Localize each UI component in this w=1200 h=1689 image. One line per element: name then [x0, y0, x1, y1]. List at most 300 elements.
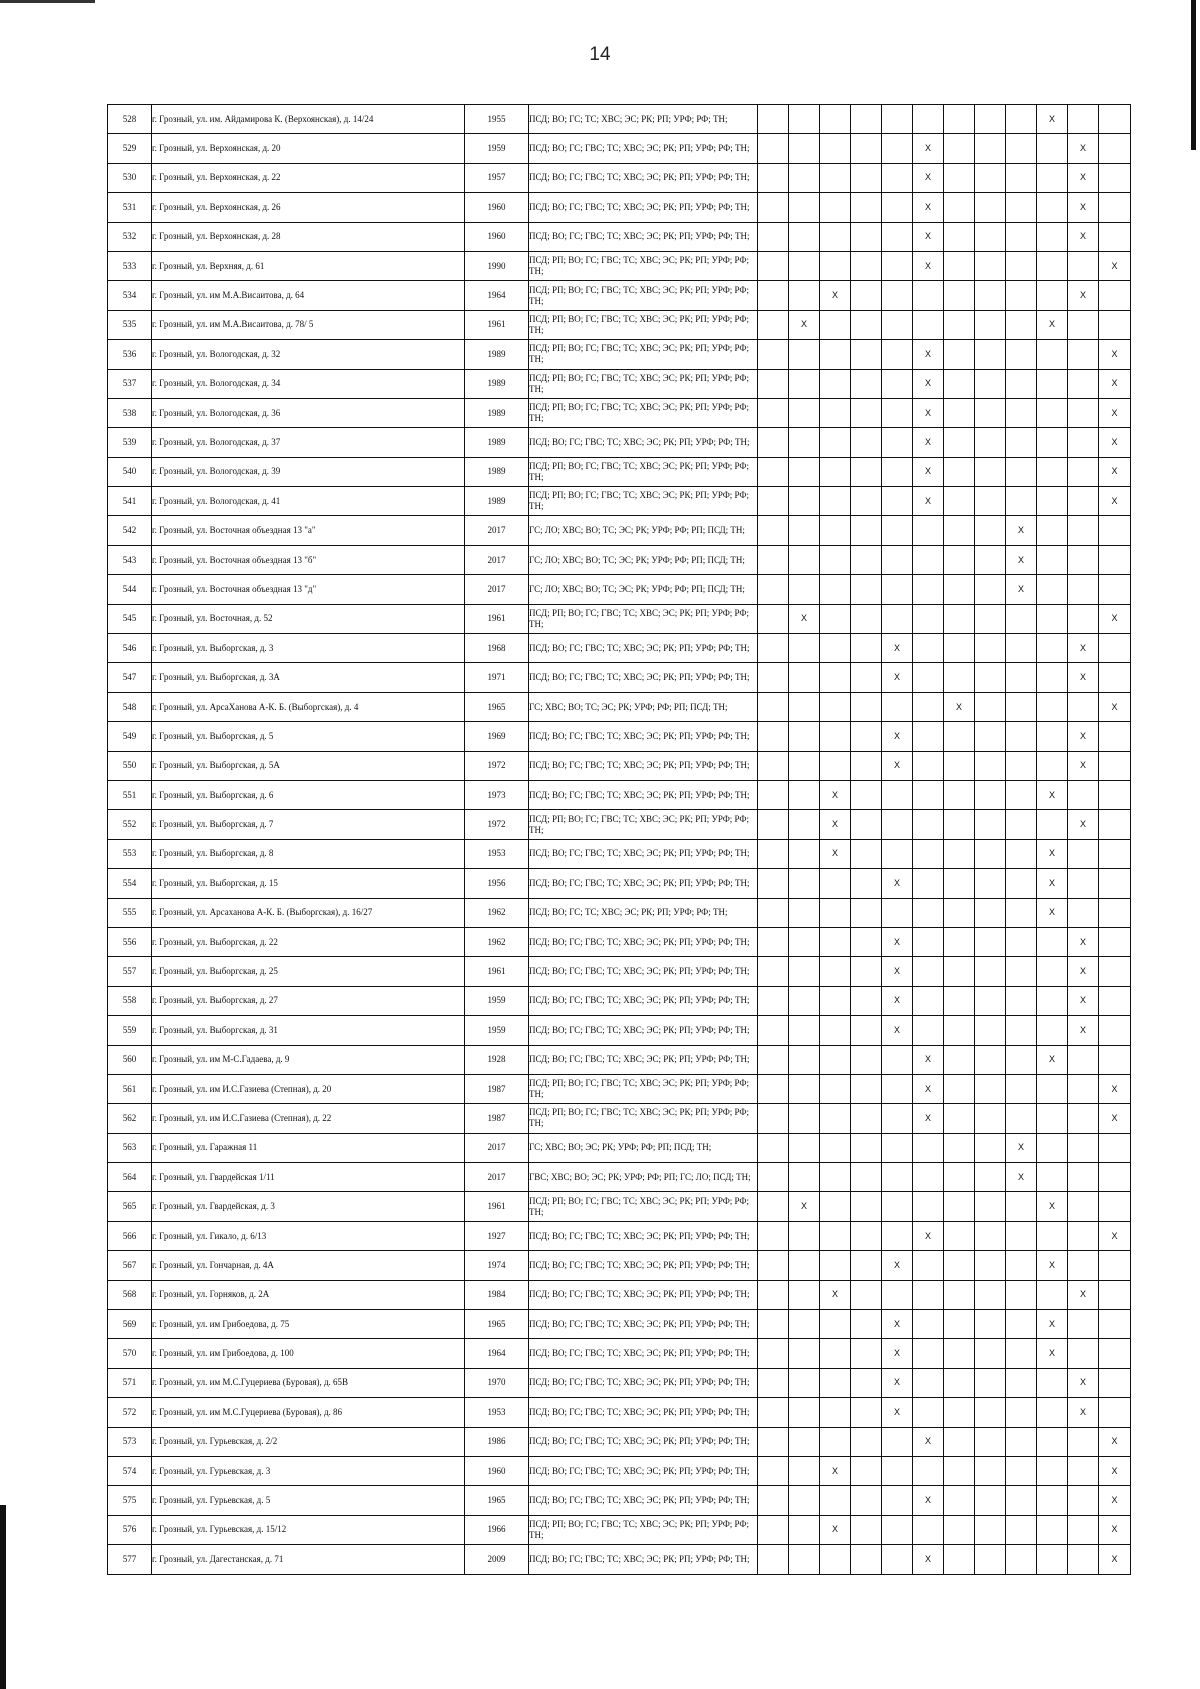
mark-cell	[820, 986, 851, 1015]
mark-cell	[1037, 222, 1068, 251]
table-row	[108, 1251, 1131, 1280]
mark-cell	[758, 1221, 789, 1250]
table-row	[108, 398, 1131, 427]
mark-cell	[820, 163, 851, 192]
mark-cell	[944, 1163, 975, 1192]
mark-cell	[944, 545, 975, 574]
table-row	[108, 927, 1131, 956]
row-number: 575	[108, 1486, 152, 1515]
mark-cell	[944, 1545, 975, 1574]
row-works-list: ПСД; РП; ВО; ГС; ГВС; ТС; ХВС; ЭС; РК; РП; УРФ; РФ; ТН;	[529, 1074, 758, 1103]
mark-cell	[1006, 1221, 1037, 1250]
row-number: 532	[108, 222, 152, 251]
mark-x: X	[1068, 810, 1099, 839]
mark-cell	[1037, 163, 1068, 192]
mark-cell	[1006, 722, 1037, 751]
mark-cell	[1037, 1163, 1068, 1192]
row-number: 566	[108, 1221, 152, 1250]
mark-cell	[1037, 340, 1068, 369]
mark-cell	[820, 1074, 851, 1103]
row-works-list: ПСД; ВО; ГС; ГВС; ТС; ХВС; ЭС; РК; РП; УРФ; РФ; ТН;	[529, 927, 758, 956]
row-address: г. Грозный, ул. им. Айдамирова К. (Верхоянская), д. 14/24	[152, 105, 465, 134]
mark-cell	[789, 663, 820, 692]
row-year: 1953	[465, 839, 529, 868]
mark-x: X	[789, 310, 820, 339]
mark-cell	[913, 692, 944, 721]
mark-cell	[944, 1310, 975, 1339]
mark-cell	[882, 1163, 913, 1192]
table-row	[108, 516, 1131, 545]
mark-cell	[820, 1398, 851, 1427]
table-row	[108, 1545, 1131, 1574]
mark-cell	[789, 957, 820, 986]
row-number: 562	[108, 1104, 152, 1133]
mark-cell	[851, 281, 882, 310]
mark-cell	[820, 222, 851, 251]
mark-cell	[1099, 310, 1131, 339]
mark-cell	[1099, 575, 1131, 604]
mark-cell	[1099, 1398, 1131, 1427]
mark-cell	[944, 604, 975, 633]
mark-cell	[1006, 163, 1037, 192]
mark-cell	[913, 1456, 944, 1485]
mark-cell	[1068, 1163, 1099, 1192]
mark-cell	[851, 398, 882, 427]
mark-cell	[1037, 1221, 1068, 1250]
mark-cell	[1068, 340, 1099, 369]
table-row	[108, 722, 1131, 751]
row-number: 558	[108, 986, 152, 1015]
mark-cell	[944, 1133, 975, 1162]
mark-cell	[820, 1427, 851, 1456]
mark-cell	[851, 1045, 882, 1074]
table-row	[108, 487, 1131, 516]
mark-x: X	[820, 810, 851, 839]
row-number: 563	[108, 1133, 152, 1162]
mark-cell	[975, 134, 1006, 163]
mark-cell	[913, 1016, 944, 1045]
row-year: 1984	[465, 1280, 529, 1309]
mark-cell	[975, 1398, 1006, 1427]
mark-cell	[944, 810, 975, 839]
mark-cell	[882, 516, 913, 545]
row-year: 1957	[465, 163, 529, 192]
mark-cell	[1099, 1310, 1131, 1339]
row-number: 557	[108, 957, 152, 986]
mark-cell	[851, 1368, 882, 1397]
mark-cell	[975, 927, 1006, 956]
mark-cell	[820, 251, 851, 280]
mark-cell	[882, 1133, 913, 1162]
mark-x: X	[820, 839, 851, 868]
mark-cell	[944, 1192, 975, 1221]
table-row	[108, 1310, 1131, 1339]
mark-cell	[851, 134, 882, 163]
row-address: г. Грозный, ул. Вологодская, д. 32	[152, 340, 465, 369]
mark-cell	[944, 1280, 975, 1309]
row-works-list: ПСД; ВО; ГС; ГВС; ТС; ХВС; ЭС; РК; РП; УРФ; РФ; ТН;	[529, 839, 758, 868]
table-row	[108, 1280, 1131, 1309]
mark-cell	[1068, 1104, 1099, 1133]
row-works-list: ПСД; ВО; ГС; ГВС; ТС; ХВС; ЭС; РК; РП; УРФ; РФ; ТН;	[529, 1545, 758, 1574]
mark-x: X	[913, 340, 944, 369]
mark-cell	[944, 222, 975, 251]
row-works-list: ПСД; РП; ВО; ГС; ГВС; ТС; ХВС; ЭС; РК; РП; УРФ; РФ; ТН;	[529, 310, 758, 339]
mark-cell	[758, 1280, 789, 1309]
mark-cell	[851, 1192, 882, 1221]
row-works-list: ПСД; РП; ВО; ГС; ГВС; ТС; ХВС; ЭС; РК; РП; УРФ; РФ; ТН;	[529, 487, 758, 516]
row-works-list: ГС; ЛО; ХВС; ВО; ТС; ЭС; РК; УРФ; РФ; РП; ПСД; ТН;	[529, 575, 758, 604]
mark-cell	[1068, 1515, 1099, 1544]
mark-cell	[913, 516, 944, 545]
mark-cell	[758, 428, 789, 457]
mark-cell	[758, 1368, 789, 1397]
mark-cell	[1068, 251, 1099, 280]
mark-x: X	[882, 751, 913, 780]
mark-x: X	[913, 428, 944, 457]
mark-cell	[758, 927, 789, 956]
mark-cell	[851, 604, 882, 633]
mark-cell	[1037, 663, 1068, 692]
mark-cell	[1068, 869, 1099, 898]
mark-cell	[944, 780, 975, 809]
mark-cell	[1006, 310, 1037, 339]
mark-cell	[975, 898, 1006, 927]
mark-cell	[975, 105, 1006, 134]
row-works-list: ПСД; ВО; ГС; ГВС; ТС; ХВС; ЭС; РК; РП; УРФ; РФ; ТН;	[529, 1280, 758, 1309]
row-number: 571	[108, 1368, 152, 1397]
mark-cell	[882, 340, 913, 369]
table-row	[108, 1515, 1131, 1544]
mark-cell	[820, 1163, 851, 1192]
row-works-list: ГС; ЛО; ХВС; ВО; ТС; ЭС; РК; УРФ; РФ; РП; ПСД; ТН;	[529, 516, 758, 545]
mark-x: X	[882, 1398, 913, 1427]
mark-cell	[1037, 957, 1068, 986]
mark-cell	[1068, 839, 1099, 868]
row-number: 573	[108, 1427, 152, 1456]
row-address: г. Грозный, ул. Гикало, д. 6/13	[152, 1221, 465, 1250]
mark-x: X	[820, 1515, 851, 1544]
mark-cell	[851, 1398, 882, 1427]
mark-cell	[851, 1486, 882, 1515]
mark-cell	[820, 340, 851, 369]
mark-cell	[789, 1133, 820, 1162]
mark-cell	[1006, 810, 1037, 839]
mark-cell	[758, 1310, 789, 1339]
mark-cell	[882, 105, 913, 134]
table-row	[108, 1398, 1131, 1427]
row-number: 556	[108, 927, 152, 956]
mark-cell	[975, 1515, 1006, 1544]
mark-cell	[975, 604, 1006, 633]
mark-x: X	[913, 1074, 944, 1103]
mark-cell	[882, 780, 913, 809]
mark-cell	[1037, 1398, 1068, 1427]
mark-cell	[851, 457, 882, 486]
mark-cell	[758, 487, 789, 516]
mark-cell	[851, 986, 882, 1015]
mark-cell	[1037, 516, 1068, 545]
row-works-list: ПСД; ВО; ГС; ГВС; ТС; ХВС; ЭС; РК; РП; УРФ; РФ; ТН;	[529, 1486, 758, 1515]
mark-cell	[789, 1074, 820, 1103]
row-year: 1959	[465, 986, 529, 1015]
mark-cell	[975, 1427, 1006, 1456]
mark-cell	[944, 340, 975, 369]
mark-cell	[1068, 1339, 1099, 1368]
mark-cell	[758, 751, 789, 780]
mark-cell	[820, 634, 851, 663]
mark-cell	[975, 1163, 1006, 1192]
mark-cell	[851, 1515, 882, 1544]
mark-cell	[1006, 1486, 1037, 1515]
mark-cell	[820, 1104, 851, 1133]
row-address: г. Грозный, ул. Гурьевская, д. 2/2	[152, 1427, 465, 1456]
mark-cell	[1006, 1251, 1037, 1280]
mark-x: X	[1037, 898, 1068, 927]
mark-cell	[758, 810, 789, 839]
mark-x: X	[1099, 340, 1131, 369]
mark-cell	[1099, 810, 1131, 839]
mark-cell	[789, 340, 820, 369]
mark-cell	[1099, 1339, 1131, 1368]
mark-cell	[851, 1074, 882, 1103]
mark-cell	[1006, 1280, 1037, 1309]
row-works-list: ПСД; РП; ВО; ГС; ГВС; ТС; ХВС; ЭС; РК; РП; УРФ; РФ; ТН;	[529, 457, 758, 486]
row-works-list: ПСД; РП; ВО; ГС; ГВС; ТС; ХВС; ЭС; РК; РП; УРФ; РФ; ТН;	[529, 1515, 758, 1544]
row-number: 553	[108, 839, 152, 868]
row-address: г. Грозный, ул. Выборгская, д. 5А	[152, 751, 465, 780]
mark-x: X	[1099, 1515, 1131, 1544]
row-address: г. Грозный, ул. Вологодская, д. 39	[152, 457, 465, 486]
row-number: 574	[108, 1456, 152, 1485]
mark-cell	[1068, 1045, 1099, 1074]
mark-x: X	[1099, 1104, 1131, 1133]
mark-cell	[820, 751, 851, 780]
mark-cell	[820, 869, 851, 898]
mark-x: X	[913, 369, 944, 398]
row-works-list: ПСД; ВО; ГС; ГВС; ТС; ХВС; ЭС; РК; РП; УРФ; РФ; ТН;	[529, 1310, 758, 1339]
row-year: 2017	[465, 516, 529, 545]
mark-cell	[820, 1221, 851, 1250]
mark-cell	[975, 839, 1006, 868]
mark-cell	[1037, 1280, 1068, 1309]
mark-x: X	[1037, 1192, 1068, 1221]
mark-cell	[1068, 575, 1099, 604]
building-register-table	[107, 104, 1131, 1575]
mark-cell	[851, 663, 882, 692]
mark-x: X	[1068, 986, 1099, 1015]
table-row	[108, 575, 1131, 604]
row-number: 528	[108, 105, 152, 134]
mark-cell	[1099, 163, 1131, 192]
mark-x: X	[1006, 545, 1037, 574]
table-row	[108, 281, 1131, 310]
mark-cell	[975, 222, 1006, 251]
mark-cell	[758, 1104, 789, 1133]
mark-cell	[758, 1486, 789, 1515]
mark-cell	[820, 692, 851, 721]
mark-cell	[1099, 986, 1131, 1015]
row-address: г. Грозный, ул. Выборгская, д. 3А	[152, 663, 465, 692]
mark-cell	[975, 1339, 1006, 1368]
mark-cell	[1099, 898, 1131, 927]
mark-cell	[975, 251, 1006, 280]
mark-x: X	[1037, 1251, 1068, 1280]
mark-cell	[944, 1251, 975, 1280]
mark-cell	[944, 1104, 975, 1133]
row-number: 530	[108, 163, 152, 192]
mark-cell	[758, 134, 789, 163]
mark-cell	[944, 105, 975, 134]
mark-cell	[913, 1398, 944, 1427]
mark-cell	[944, 751, 975, 780]
row-works-list: ГВС; ХВС; ВО; ЭС; РК; УРФ; РФ; РП; ГС; ЛО; ПСД; ТН;	[529, 1163, 758, 1192]
table-row	[108, 869, 1131, 898]
row-address: г. Грозный, ул. Гурьевская, д. 3	[152, 1456, 465, 1485]
row-address: г. Грозный, ул. Горняков, д. 2А	[152, 1280, 465, 1309]
mark-cell	[851, 193, 882, 222]
mark-x: X	[820, 281, 851, 310]
table-row	[108, 545, 1131, 574]
row-year: 1969	[465, 722, 529, 751]
table-row	[108, 663, 1131, 692]
row-number: 537	[108, 369, 152, 398]
row-number: 569	[108, 1310, 152, 1339]
mark-cell	[1006, 193, 1037, 222]
row-works-list: ПСД; ВО; ГС; ГВС; ТС; ХВС; ЭС; РК; РП; УРФ; РФ; ТН;	[529, 634, 758, 663]
mark-cell	[851, 1104, 882, 1133]
row-year: 1971	[465, 663, 529, 692]
mark-cell	[1099, 663, 1131, 692]
row-works-list: ПСД; ВО; ГС; ГВС; ТС; ХВС; ЭС; РК; РП; УРФ; РФ; ТН;	[529, 1045, 758, 1074]
row-works-list: ПСД; РП; ВО; ГС; ГВС; ТС; ХВС; ЭС; РК; РП; УРФ; РФ; ТН;	[529, 398, 758, 427]
mark-cell	[1099, 634, 1131, 663]
row-number: 543	[108, 545, 152, 574]
mark-cell	[913, 751, 944, 780]
mark-cell	[882, 1280, 913, 1309]
mark-cell	[758, 1045, 789, 1074]
mark-cell	[975, 575, 1006, 604]
mark-cell	[1037, 1427, 1068, 1456]
mark-cell	[1068, 1310, 1099, 1339]
mark-x: X	[1068, 1398, 1099, 1427]
mark-x: X	[1099, 457, 1131, 486]
mark-cell	[758, 516, 789, 545]
mark-cell	[975, 310, 1006, 339]
row-address: г. Грозный, ул. Выборгская, д. 22	[152, 927, 465, 956]
mark-cell	[1006, 1104, 1037, 1133]
row-works-list: ПСД; ВО; ГС; ГВС; ТС; ХВС; ЭС; РК; РП; УРФ; РФ; ТН;	[529, 1368, 758, 1397]
mark-cell	[882, 134, 913, 163]
mark-cell	[758, 1456, 789, 1485]
mark-cell	[1099, 1016, 1131, 1045]
mark-cell	[789, 1339, 820, 1368]
table-row	[108, 310, 1131, 339]
mark-cell	[1099, 1163, 1131, 1192]
row-address: г. Грозный, ул. Арсаханова А-К. Б. (Выборгская), д. 16/27	[152, 898, 465, 927]
mark-cell	[789, 1163, 820, 1192]
mark-x: X	[1068, 1280, 1099, 1309]
row-number: 542	[108, 516, 152, 545]
mark-cell	[1037, 134, 1068, 163]
row-number: 539	[108, 428, 152, 457]
mark-cell	[1099, 281, 1131, 310]
mark-cell	[975, 487, 1006, 516]
mark-cell	[1006, 1016, 1037, 1045]
mark-cell	[789, 692, 820, 721]
mark-x: X	[913, 1221, 944, 1250]
mark-cell	[944, 1045, 975, 1074]
mark-cell	[944, 281, 975, 310]
row-address: г. Грозный, ул. Вологодская, д. 36	[152, 398, 465, 427]
mark-cell	[882, 193, 913, 222]
mark-cell	[1099, 516, 1131, 545]
mark-cell	[882, 398, 913, 427]
row-address: г. Грозный, ул. Дагестанская, д. 71	[152, 1545, 465, 1574]
row-works-list: ПСД; РП; ВО; ГС; ГВС; ТС; ХВС; ЭС; РК; РП; УРФ; РФ; ТН;	[529, 369, 758, 398]
mark-x: X	[820, 780, 851, 809]
mark-cell	[820, 575, 851, 604]
mark-cell	[1099, 1280, 1131, 1309]
mark-cell	[789, 634, 820, 663]
mark-cell	[1006, 1398, 1037, 1427]
mark-cell	[975, 369, 1006, 398]
mark-cell	[975, 1104, 1006, 1133]
table-row	[108, 1221, 1131, 1250]
mark-cell	[1068, 1251, 1099, 1280]
mark-x: X	[1068, 1016, 1099, 1045]
mark-cell	[1068, 692, 1099, 721]
mark-x: X	[913, 1545, 944, 1574]
mark-x: X	[1037, 1045, 1068, 1074]
mark-cell	[758, 105, 789, 134]
mark-cell	[975, 163, 1006, 192]
mark-cell	[758, 369, 789, 398]
mark-cell	[1068, 1545, 1099, 1574]
row-year: 1927	[465, 1221, 529, 1250]
mark-cell	[975, 545, 1006, 574]
page-number: 14	[589, 44, 611, 65]
mark-cell	[1006, 251, 1037, 280]
table-row	[108, 1368, 1131, 1397]
mark-cell	[944, 927, 975, 956]
mark-cell	[975, 957, 1006, 986]
mark-cell	[758, 193, 789, 222]
mark-cell	[1068, 1192, 1099, 1221]
mark-x: X	[1099, 251, 1131, 280]
row-year: 1987	[465, 1074, 529, 1103]
mark-cell	[944, 1398, 975, 1427]
mark-cell	[789, 1427, 820, 1456]
row-address: г. Грозный, ул. им Грибоедова, д. 75	[152, 1310, 465, 1339]
mark-x: X	[882, 1251, 913, 1280]
row-number: 561	[108, 1074, 152, 1103]
mark-cell	[944, 1486, 975, 1515]
mark-cell	[1099, 105, 1131, 134]
row-year: 1961	[465, 957, 529, 986]
mark-cell	[1006, 780, 1037, 809]
mark-x: X	[789, 1192, 820, 1221]
mark-cell	[975, 751, 1006, 780]
row-number: 552	[108, 810, 152, 839]
mark-cell	[1037, 751, 1068, 780]
row-year: 1959	[465, 134, 529, 163]
mark-cell	[789, 1368, 820, 1397]
mark-x: X	[1068, 663, 1099, 692]
mark-cell	[882, 1486, 913, 1515]
mark-cell	[758, 722, 789, 751]
mark-cell	[913, 545, 944, 574]
